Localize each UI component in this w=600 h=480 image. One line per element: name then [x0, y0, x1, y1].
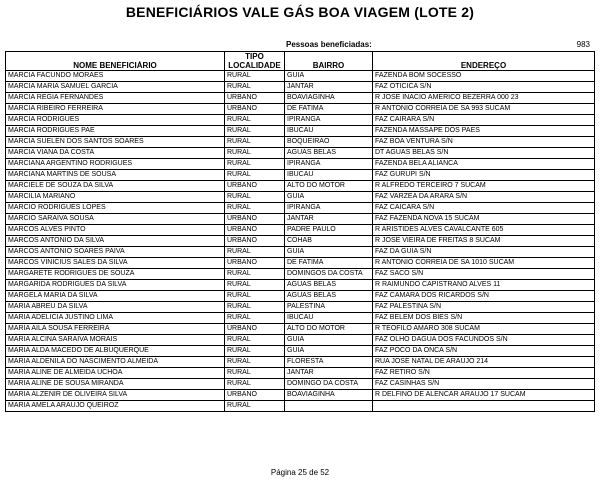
cell-endereco: FAZ FAZENDA NOVA 15 SUCAM — [373, 214, 595, 225]
cell-bairro: AGUAS BELAS — [285, 291, 373, 302]
cell-tipo: RURAL — [225, 269, 285, 280]
table-row — [6, 93, 595, 104]
cell-nome: MARCIO RODRIGUES LOPES — [6, 203, 225, 214]
cell-nome: MARCIANA ARGENTINO RODRIGUES — [6, 159, 225, 170]
cell-bairro: BOAVIAGINHA — [285, 390, 373, 401]
cell-bairro: IPIRANGA — [285, 115, 373, 126]
cell-tipo: RURAL — [225, 357, 285, 368]
header-bairro: BAIRRO — [285, 61, 373, 71]
cell-tipo: RURAL — [225, 346, 285, 357]
cell-bairro: FLORESTA — [285, 357, 373, 368]
cell-tipo: RURAL — [225, 148, 285, 159]
cell-bairro: COHAB — [285, 236, 373, 247]
cell-endereco: FAZ BELEM DOS BIES S/N — [373, 313, 595, 324]
cell-endereco: R ANTONIO CORREIA DE SA 1010 SUCAM — [373, 258, 595, 269]
cell-nome: MARGARIDA RODRIGUES DA SILVA — [6, 280, 225, 291]
cell-nome: MARCIA REGIA FERNANDES — [6, 93, 225, 104]
cell-nome: MARIA ALDA MACEDO DE ALBUQUERQUE — [6, 346, 225, 357]
table-row — [6, 368, 595, 379]
cell-bairro: ALTO DO MOTOR — [285, 181, 373, 192]
cell-nome: MARCIA RODRIGUES PAE — [6, 126, 225, 137]
cell-endereco: FAZ OLHO DAGUA DOS FACUNDOS S/N — [373, 335, 595, 346]
cell-nome: MARCIA FACUNDO MORAES — [6, 71, 225, 82]
table-row — [6, 82, 595, 93]
cell-tipo: RURAL — [225, 379, 285, 390]
cell-nome: MARCIA RIBEIRO FERREIRA — [6, 104, 225, 115]
beneficiaries-table — [5, 51, 595, 412]
cell-bairro: IBUCAU — [285, 126, 373, 137]
cell-bairro: JANTAR — [285, 82, 373, 93]
cell-bairro: IBUCAU — [285, 313, 373, 324]
cell-endereco: FAZENDA BOM SOCESSO — [373, 71, 595, 82]
cell-endereco: RUA JOSE NATAL DE ARAUJO 214 — [373, 357, 595, 368]
cell-endereco: R TEOFILO AMARO 308 SUCAM — [373, 324, 595, 335]
beneficiaries-label: Pessoas beneficiadas: — [286, 40, 372, 49]
table-row — [6, 236, 595, 247]
table-row — [6, 159, 595, 170]
cell-endereco: FAZ PALESTINA S/N — [373, 302, 595, 313]
cell-tipo: URBANO — [225, 214, 285, 225]
cell-nome: MARIA ALINE DE ALMEIDA UCHOA — [6, 368, 225, 379]
table-row — [6, 269, 595, 280]
cell-bairro: IBUCAU — [285, 170, 373, 181]
cell-endereco: R JOSE INACIO AMERICO BEZERRA 000 23 — [373, 93, 595, 104]
cell-tipo: RURAL — [225, 291, 285, 302]
cell-nome: MARIA ALDENILA DO NASCIMENTO ALMEIDA — [6, 357, 225, 368]
header-endereco: ENDEREÇO — [373, 61, 595, 71]
cell-bairro: GUIA — [285, 346, 373, 357]
table-row — [6, 335, 595, 346]
table-row — [6, 346, 595, 357]
cell-tipo: RURAL — [225, 126, 285, 137]
cell-endereco: FAZ RETIRO S/N — [373, 368, 595, 379]
cell-bairro: ALTO DO MOTOR — [285, 324, 373, 335]
table-body — [6, 71, 595, 412]
cell-bairro: DE FATIMA — [285, 104, 373, 115]
cell-tipo: RURAL — [225, 71, 285, 82]
header-endereco-spacer — [373, 52, 595, 62]
table-row — [6, 203, 595, 214]
header-tipo-line1: TIPO — [225, 52, 285, 62]
cell-tipo: RURAL — [225, 280, 285, 291]
cell-bairro: GUIA — [285, 71, 373, 82]
cell-nome: MARCIA RODRIGUES — [6, 115, 225, 126]
cell-tipo: URBANO — [225, 390, 285, 401]
cell-endereco: FAZ OTICICA S/N — [373, 82, 595, 93]
cell-tipo: URBANO — [225, 93, 285, 104]
cell-tipo: RURAL — [225, 137, 285, 148]
cell-tipo: RURAL — [225, 401, 285, 412]
cell-nome: MARCILIA MARIANO — [6, 192, 225, 203]
page-number: Página 25 de 52 — [270, 468, 330, 477]
cell-tipo: RURAL — [225, 203, 285, 214]
table-row — [6, 324, 595, 335]
table-row — [6, 137, 595, 148]
cell-tipo: RURAL — [225, 159, 285, 170]
cell-endereco: FAZ GURUPI S/N — [373, 170, 595, 181]
cell-tipo: RURAL — [225, 192, 285, 203]
cell-endereco: R ARISTIDES ALVES CAVALCANTE 605 — [373, 225, 595, 236]
cell-tipo: URBANO — [225, 258, 285, 269]
cell-bairro: AGUAS BELAS — [285, 280, 373, 291]
cell-bairro: DOMINGOS DA COSTA — [285, 269, 373, 280]
cell-tipo: RURAL — [225, 170, 285, 181]
cell-endereco: FAZ BOA VENTURA S/N — [373, 137, 595, 148]
table-row — [6, 357, 595, 368]
cell-endereco: FAZ CAIRARA S/N — [373, 115, 595, 126]
table-row — [6, 170, 595, 181]
cell-nome: MARCOS ANTONIO DA SILVA — [6, 236, 225, 247]
cell-tipo: RURAL — [225, 368, 285, 379]
cell-nome: MARCOS VINICIUS SALES DA SILVA — [6, 258, 225, 269]
cell-bairro: JANTAR — [285, 214, 373, 225]
cell-nome: MARCIELE DE SOUZA DA SILVA — [6, 181, 225, 192]
cell-bairro: DOMINGO DA COSTA — [285, 379, 373, 390]
table-row — [6, 280, 595, 291]
cell-bairro: GUIA — [285, 335, 373, 346]
cell-bairro: PALESTINA — [285, 302, 373, 313]
cell-nome: MARIA AILA SOUSA FERREIRA — [6, 324, 225, 335]
table-row — [6, 390, 595, 401]
cell-bairro: PADRE PAULO — [285, 225, 373, 236]
cell-tipo: URBANO — [225, 181, 285, 192]
cell-nome: MARIA ALCINA SARAIVA MORAIS — [6, 335, 225, 346]
table-row — [6, 148, 595, 159]
cell-endereco: FAZENDA MASSAPE DOS PAES — [373, 126, 595, 137]
cell-endereco — [373, 401, 595, 412]
cell-endereco: DT AGUAS BELAS S/N — [373, 148, 595, 159]
cell-nome: MARGELA MARIA DA SILVA — [6, 291, 225, 302]
cell-nome: MARIA ADELICIA JUSTINO LIMA — [6, 313, 225, 324]
cell-nome: MARGARETE RODRIGUES DE SOUZA — [6, 269, 225, 280]
table-row — [6, 214, 595, 225]
cell-endereco: R RAIMUNDO CAPISTRANO ALVES 11 — [373, 280, 595, 291]
cell-bairro: DE FATIMA — [285, 258, 373, 269]
table-row — [6, 181, 595, 192]
header-bairro-spacer — [285, 52, 373, 62]
cell-tipo: URBANO — [225, 225, 285, 236]
cell-tipo: RURAL — [225, 247, 285, 258]
cell-bairro: IPIRANGA — [285, 159, 373, 170]
table-row — [6, 126, 595, 137]
cell-bairro: GUIA — [285, 247, 373, 258]
cell-nome: MARCOS ALVES PINTO — [6, 225, 225, 236]
cell-tipo: RURAL — [225, 335, 285, 346]
cell-bairro: BOAVIAGINHA — [285, 93, 373, 104]
cell-bairro: AGUAS BELAS — [285, 148, 373, 159]
cell-nome: MARCIA VIANA DA COSTA — [6, 148, 225, 159]
cell-nome: MARCIA SUELEN DOS SANTOS SOARES — [6, 137, 225, 148]
header-tipo-line2: LOCALIDADE — [225, 61, 285, 71]
cell-bairro — [285, 401, 373, 412]
table-row — [6, 313, 595, 324]
table-row — [6, 379, 595, 390]
beneficiaries-count: 983 — [576, 40, 590, 49]
cell-tipo: URBANO — [225, 236, 285, 247]
cell-nome: MARCOS ANTONIO SOARES PAIVA — [6, 247, 225, 258]
cell-nome: MARIA ALZENIR DE OLIVEIRA SILVA — [6, 390, 225, 401]
cell-nome: MARCIO SARAIVA SOUSA — [6, 214, 225, 225]
table-row — [6, 302, 595, 313]
header-nome-spacer — [6, 52, 225, 62]
cell-tipo: RURAL — [225, 302, 285, 313]
cell-endereco: R ANTONIO CORREIA DE SA 993 SUCAM — [373, 104, 595, 115]
cell-bairro: BOQUEIRAO — [285, 137, 373, 148]
cell-endereco: FAZ DA GUIA S/N — [373, 247, 595, 258]
cell-bairro: GUIA — [285, 192, 373, 203]
table-row — [6, 71, 595, 82]
cell-endereco: FAZ SACO S/N — [373, 269, 595, 280]
cell-endereco: FAZ CAICARA S/N — [373, 203, 595, 214]
cell-nome: MARCIANA MARTINS DE SOUSA — [6, 170, 225, 181]
cell-tipo: RURAL — [225, 115, 285, 126]
cell-endereco: R JOSE VIEIRA DE FREITAS 8 SUCAM — [373, 236, 595, 247]
cell-nome: MARIA AMELA ARAUJO QUEIROZ — [6, 401, 225, 412]
cell-nome: MARCIA MARIA SAMUEL GARCIA — [6, 82, 225, 93]
page-title: BENEFICIÁRIOS VALE GÁS BOA VIAGEM (LOTE 2) — [125, 4, 475, 20]
cell-tipo: RURAL — [225, 313, 285, 324]
cell-endereco: FAZ CAMARA DOS RICARDOS S/N — [373, 291, 595, 302]
cell-endereco: FAZ POCO DA ONCA S/N — [373, 346, 595, 357]
table-row — [6, 401, 595, 412]
table-row — [6, 225, 595, 236]
cell-endereco: FAZENDA BELA ALIANCA — [373, 159, 595, 170]
cell-nome: MARIA ALINE DE SOUSA MIRANDA — [6, 379, 225, 390]
cell-nome: MARIA ABREU DA SILVA — [6, 302, 225, 313]
table-row — [6, 115, 595, 126]
cell-endereco: FAZ VARZEA DA ARARA S/N — [373, 192, 595, 203]
cell-tipo: RURAL — [225, 82, 285, 93]
table-row — [6, 192, 595, 203]
cell-bairro: IPIRANGA — [285, 203, 373, 214]
cell-endereco: R DELFINO DE ALENCAR ARAUJO 17 SUCAM — [373, 390, 595, 401]
header-nome: NOME BENEFICIÁRIO — [6, 61, 225, 71]
table-row — [6, 104, 595, 115]
cell-tipo: URBANO — [225, 324, 285, 335]
cell-tipo: URBANO — [225, 104, 285, 115]
cell-bairro: JANTAR — [285, 368, 373, 379]
cell-endereco: R ALFREDO TERCEIRO 7 SUCAM — [373, 181, 595, 192]
table-row — [6, 291, 595, 302]
table-row — [6, 258, 595, 269]
table-row — [6, 247, 595, 258]
cell-endereco: FAZ CASINHAS S/N — [373, 379, 595, 390]
